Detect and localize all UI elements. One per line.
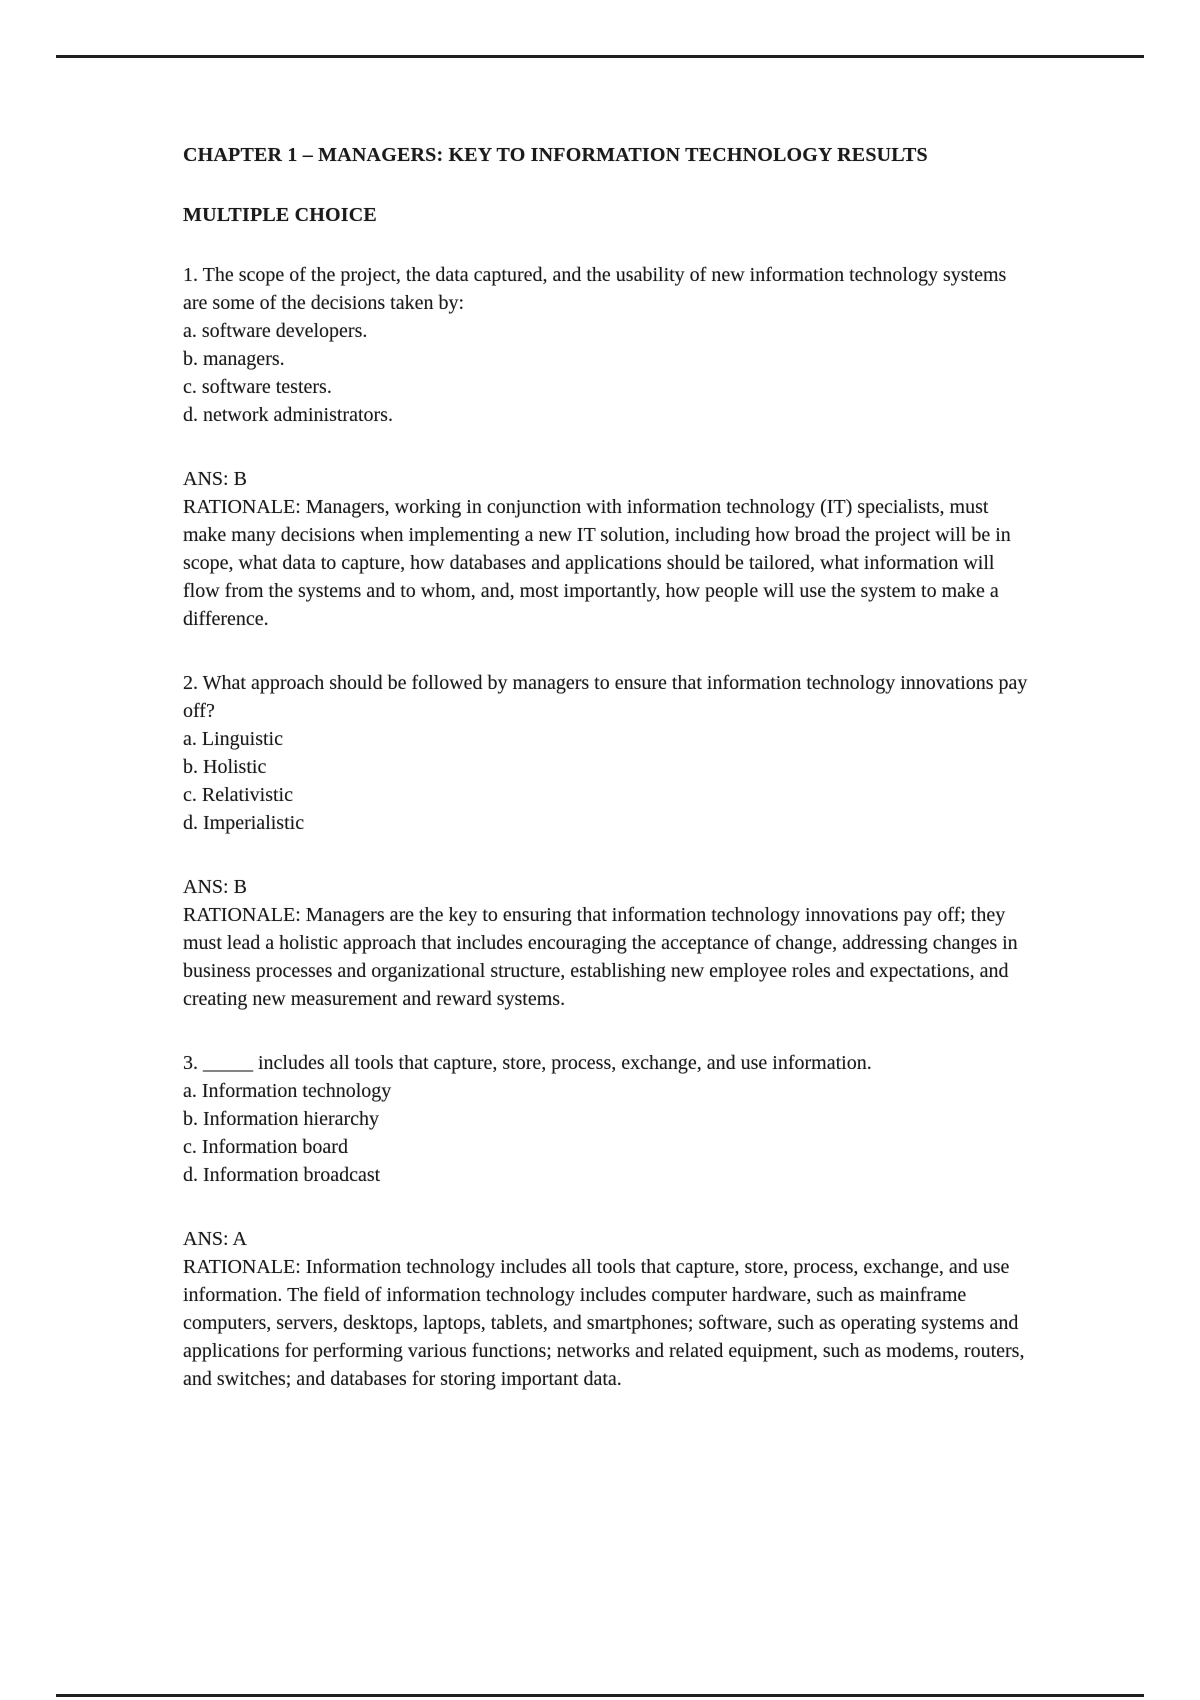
- answer-option: c. Relativistic: [183, 784, 293, 806]
- document-content: [183, 0, 1028, 1429]
- answer-line: ANS: A: [183, 1228, 247, 1250]
- answer-block: [183, 873, 1028, 1013]
- page-title: CHAPTER 1 – MANAGERS: KEY TO INFORMATION TECHNOLOGY RESULTS: [183, 144, 928, 166]
- answer-option: a. software developers.: [183, 320, 368, 342]
- answer-option: b. managers.: [183, 348, 285, 370]
- answer-option: d. Information broadcast: [183, 1164, 381, 1186]
- answer-option: c. software testers.: [183, 376, 332, 398]
- answer-option: c. Information board: [183, 1136, 348, 1158]
- question-text: 2. What approach should be followed by managers to ensure that information technology innovations pay off?: [183, 672, 1028, 722]
- question-block: [183, 669, 1028, 837]
- rationale-text: RATIONALE: Information technology includes all tools that capture, store, process, exchange, and use information. The field of information technology includes computer hardware, such as mainframe computers, servers, desktops, laptops, tablets, and smartphones; software, such as operating systems and applications for performing various functions; networks and related equipment, such as modems, routers, and switches; and databases for storing important data.: [183, 1256, 1025, 1390]
- question-text: 1. The scope of the project, the data captured, and the usability of new information technology systems are some of the decisions taken by:: [183, 264, 1007, 314]
- answer-line: ANS: B: [183, 876, 247, 898]
- answer-option: d. Imperialistic: [183, 812, 305, 834]
- section-heading: MULTIPLE CHOICE: [183, 204, 377, 226]
- rationale-text: RATIONALE: Managers are the key to ensuring that information technology innovations pay off; they must lead a holistic approach that includes encouraging the acceptance of change, addressing changes in business processes and organizational structure, establishing new employee roles and expectations, and creating new measurement and reward systems.: [183, 904, 1018, 1010]
- rationale-text: RATIONALE: Managers, working in conjunction with information technology (IT) specialists, must make many decisions when implementing a new IT solution, including how broad the project will be in scope, what data to capture, how databases and applications should be tailored, what information will flow from the systems and to whom, and, most importantly, how people will use the system to make a difference.: [183, 496, 1011, 630]
- answer-option: a. Linguistic: [183, 728, 283, 750]
- question-block: [183, 261, 1028, 429]
- question-text: 3. _____ includes all tools that capture, store, process, exchange, and use information.: [183, 1052, 872, 1074]
- answer-line: ANS: B: [183, 468, 247, 490]
- answer-block: [183, 465, 1028, 633]
- answer-option: b. Holistic: [183, 756, 267, 778]
- bottom-divider: [56, 1694, 1144, 1697]
- answer-block: [183, 1225, 1028, 1393]
- answer-option: d. network administrators.: [183, 404, 393, 426]
- answer-option: a. Information technology: [183, 1080, 392, 1102]
- answer-option: b. Information hierarchy: [183, 1108, 380, 1130]
- question-block: [183, 1049, 1028, 1189]
